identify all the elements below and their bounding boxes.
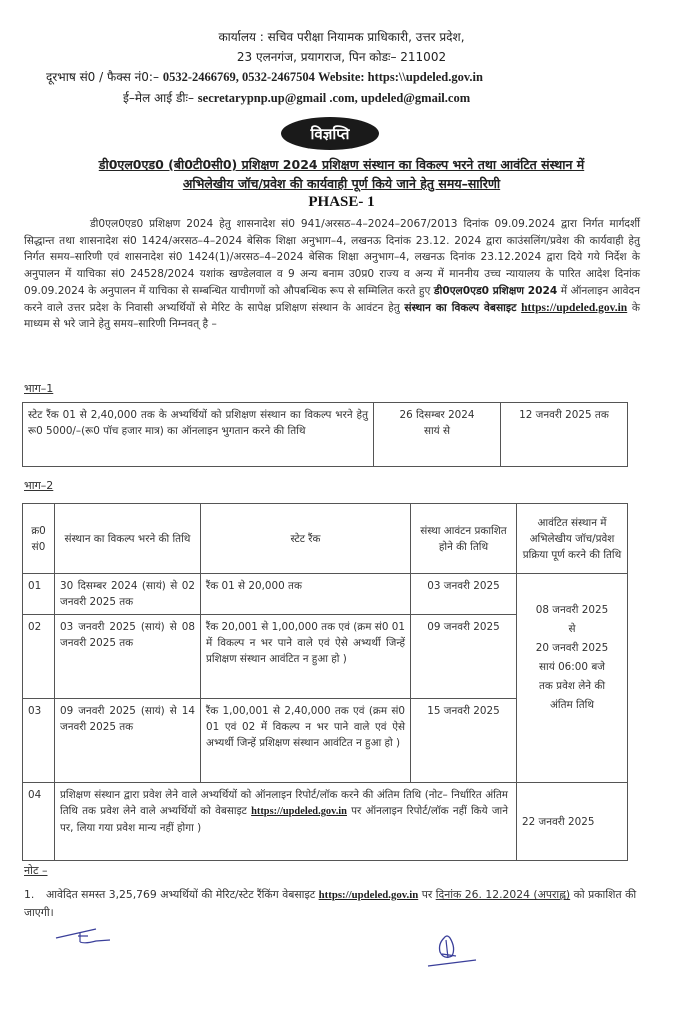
verification-to: 20 जनवरी 2025 — [535, 642, 609, 654]
header-state-rank: स्टेट रैंक — [201, 504, 411, 574]
row4-website-link[interactable]: https://updeled.gov.in — [251, 806, 347, 817]
header-allotment-date: संस्था आवंटन प्रकाशित होने की तिथि — [411, 504, 517, 574]
contact-phone-line — [46, 68, 483, 85]
note-text3: को प्रकाशित की जाएगी। — [24, 888, 637, 919]
header-choice-date: संस्थान का विकल्प भरने की तिथि — [55, 504, 201, 574]
row-allotment-date: 15 जनवरी 2025 — [411, 699, 517, 783]
row-serial: 02 — [23, 615, 55, 699]
row-state-rank: रैंक 20,001 से 1,00,000 तक एवं (क्रम सं0 01 में विकल्प न भर पाने वाले एवं ऐसे अभ्यर्थी जिन्हें प्रशिक्षण संस्थान आवंटित न हुआ हो ) — [201, 615, 411, 699]
phase-heading: PHASE- 1 — [308, 194, 375, 210]
note-number: 1. — [24, 888, 35, 901]
email-addresses: secretarypnp.up@gmail .com, updeled@gmail.com — [197, 91, 471, 105]
row-state-rank: रैंक 01 से 20,000 तक — [201, 574, 411, 615]
row4-date: 22 जनवरी 2025 — [517, 783, 628, 861]
row-allotment-date: 03 जनवरी 2025 — [411, 574, 517, 615]
row-state-rank: रैंक 1,00,001 से 2,40,000 तक एवं (क्रम सं0 01 एवं 02 में विकल्प न भर पाने वाले एवं ऐसे अभ्यर्थी जिन्हें प्रशिक्षण संस्थान आवंटित न हुआ हो ) — [201, 699, 411, 783]
verification-se: से — [568, 623, 576, 635]
phone-label: दूरभाष सं0 / फैक्स नं0:– — [46, 70, 159, 84]
notice-title-line1: डी0एल0एड0 (बी0टी0सी0) प्रशिक्षण 2024 प्रशिक्षण संस्थान का विकल्प भरने तथा आवंटित संस्थान में — [98, 157, 585, 172]
table-header-row — [23, 504, 628, 574]
phone-numbers-website: 0532-2466769, 0532-2467504 Website: https:\\updeled.gov.in — [162, 70, 483, 84]
contact-email-line — [123, 89, 470, 106]
part1-start-date: 26 दिसम्बर 2024 — [399, 409, 475, 421]
part1-label: भाग–1 — [24, 382, 54, 395]
row4-text1: प्रशिक्षण संस्थान द्वारा प्रवेश लेने वाले अभ्यर्थियों को ऑनलाइन रिपोर्ट/लॉक करने की अंतिम तिथि (नोट– निर्धारित अंतिम तिथि तक प्रवेश लेने वाले अभ्यर्थियों को वेबसाइट — [60, 789, 508, 817]
part2-label: भाग–2 — [24, 479, 54, 492]
email-label: ई–मेल आई डीः– — [123, 91, 194, 105]
signature-left — [52, 924, 122, 952]
notice-badge: विज्ञप्ति — [281, 117, 379, 150]
row-serial: 04 — [23, 783, 55, 861]
note-website-link[interactable]: https://updeled.gov.in — [318, 889, 419, 901]
intro-text-part2: में ऑनलाइन आवेदन करने वाले उत्तर प्रदेश के निवासी अभ्यर्थियों से मेरिट के सापेक्ष प्रशिक्षण संस्थान के आवंटन हेतु — [24, 284, 641, 314]
row-choice-date: 03 जनवरी 2025 (सायं) से 08 जनवरी 2025 तक — [55, 615, 201, 699]
row-choice-date: 09 जनवरी 2025 (सायं) से 14 जनवरी 2025 तक — [55, 699, 201, 783]
address-line: 23 एलनगंज, प्रयागराज, पिन कोडः– 211002 — [236, 50, 447, 64]
part2-table — [22, 503, 628, 861]
signature-right — [422, 930, 482, 972]
intro-bold-course: डी0एल0एड0 प्रशिक्षण 2024 — [433, 284, 558, 297]
note-item — [24, 886, 644, 921]
intro-text-part3: के माध्यम से भरे जाने हेतु समय–सारिणी निम्नवत् है – — [24, 301, 641, 331]
row-serial: 01 — [23, 574, 55, 615]
part1-table — [22, 402, 628, 467]
row-allotment-date: 09 जनवरी 2025 — [411, 615, 517, 699]
office-line: कार्यालय : सचिव परीक्षा नियामक प्राधिकारी, उत्तर प्रदेश, — [218, 30, 465, 44]
verification-line5: तक प्रवेश लेने की — [538, 680, 606, 692]
note-date: दिनांक 26. 12.2024 (अपराह्न) — [435, 888, 571, 901]
row4-text2: पर ऑनलाइन रिपोर्ट/लॉक नहीं किये जाने पर, लिया गया प्रवेश मान्य नहीं होगा ) — [60, 805, 509, 834]
row-choice-date: 30 दिसम्बर 2024 (सायं) से 02 जनवरी 2025 तक — [55, 574, 201, 615]
part1-start-suffix: सायं से — [423, 425, 451, 437]
table-row — [23, 574, 628, 615]
notes-label: नोट – — [24, 864, 48, 877]
verification-time: सायं 06:00 बजे — [539, 661, 605, 673]
intro-paragraph — [24, 216, 640, 333]
intro-text-part1: डी0एल0एड0 प्रशिक्षण 2024 हेतु शासनादेश सं0 941/अरसठ–4–2024–2067/2013 दिनांक 09.09.2024 द्वारा निर्गत मार्गदर्शी सिद्धान्त तथा शासनादेश सं0 1424/अरसठ–4–2024 बेसिक शिक्षा अनुभाग–4, लखनऊ दिनांक 23.12. 2024 द्वारा काउंसलिंग/प्रवेश की कार्यवाही हेतु निर्गत समय–सारिणी एवं शासनादेश सं0 1424(1)/अरसठ–4–2024 बेसिक शिक्षा अनुभाग–4, लखनऊ दिनांक 23.12.2024 द्वारा दिये गये निर्देश के अनुपालन में याचिका सं0 24528/2024 यशांक खण्डेलवाल व 9 अन्य बनाम उ0प्र0 राज्य व अन्य में माननीय उच्च न्यायालय के पारित आदेश दिनांक 09.09.2024 के अनुपालन में याचिका से सम्बन्धित याचीगणों को औपबन्धिक रूप से सम्मिलित करते हुए — [24, 218, 640, 297]
part1-start-cell — [374, 403, 501, 467]
header-verification-date: आवंटित संस्थान में अभिलेखीय जॉच/प्रवेश प्रक्रिया पूर्ण करने की तिथि — [517, 504, 628, 574]
note-text1: आवेदित समस्त 3,25,769 अभ्यर्थियों की मेरिट/स्टेट रैंकिंग वेबसाइट — [46, 888, 316, 901]
table-row — [23, 783, 628, 861]
row-serial: 03 — [23, 699, 55, 783]
notice-title-line2: अभिलेखीय जॉच/प्रवेश की कार्यवाही पूर्ण किये जाने हेतु समय–सारिणी — [182, 176, 501, 191]
intro-bold-choice: संस्थान का विकल्प वेबसाइट — [404, 301, 517, 314]
part1-end-date: 12 जनवरी 2025 तक — [501, 403, 628, 467]
table-row — [23, 403, 628, 467]
website-link[interactable]: https://updeled.gov.in — [521, 301, 628, 314]
part1-description: स्टेट रैंक 01 से 2,40,000 तक के अभ्यर्थियों को प्रशिक्षण संस्थान का विकल्प भरने हेतु रू0 5000/–(रू0 पॉच हजार मात्र) का ऑनलाइन भुगतान करने की तिथि — [23, 403, 374, 467]
verification-window-cell — [517, 574, 628, 783]
note-text2: पर — [421, 888, 433, 901]
verification-line6: अंतिम तिथि — [549, 699, 594, 711]
header-serial: क्र0 सं0 — [23, 504, 55, 574]
verification-from: 08 जनवरी 2025 — [535, 604, 609, 616]
row4-description — [55, 783, 517, 861]
